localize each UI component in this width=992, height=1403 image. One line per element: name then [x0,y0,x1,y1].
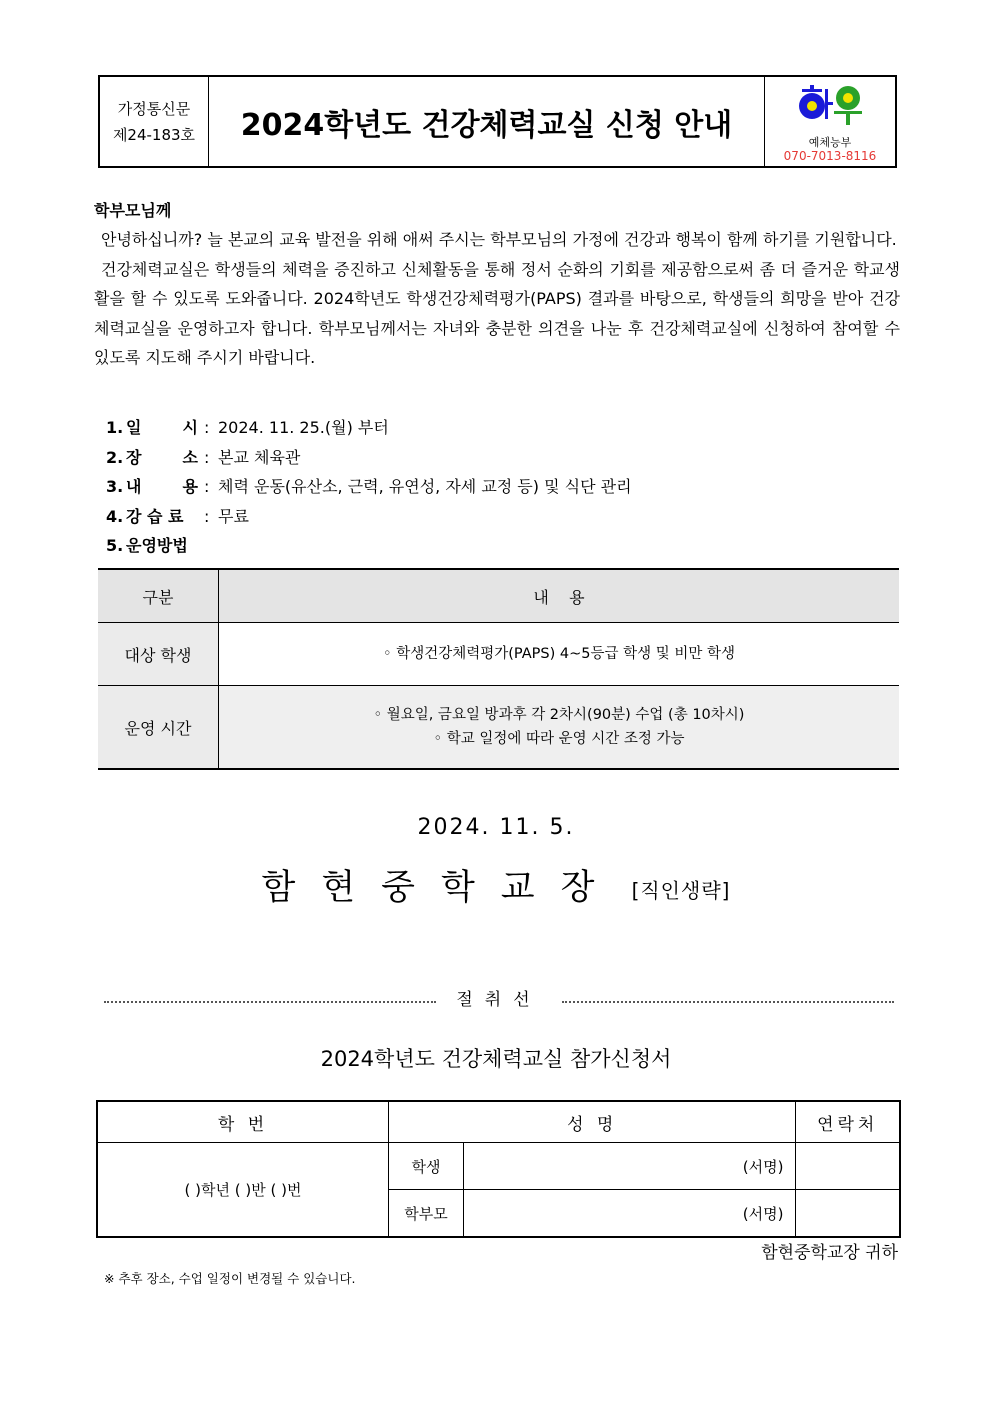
phone-number: 070-7013-8116 [783,149,877,163]
paragraph-2 [94,255,900,373]
info-item-operation [106,531,632,561]
info-list [106,413,632,561]
item-label: 일 시 [126,418,198,437]
row-category: 운영 시간 [98,686,219,770]
row-category: 대상 학생 [98,623,219,686]
table-row [98,623,899,686]
item-number: 1. [106,418,124,437]
info-item-fee: 4. 강 습 료 : 무료 [106,502,632,532]
addressee: 함현중학교장 귀하 [761,1243,898,1263]
dotted-line-left [104,1001,436,1003]
item-label: 장 소 [126,447,198,467]
item-label: 운영방법 [126,536,188,555]
doc-number: 제24-183호 [112,125,196,144]
school-logo [798,84,862,126]
row-content-line: ◦ 월요일, 금요일 방과후 각 2차시(90분) 수업 (총 10차시) [373,707,745,723]
parent-contact-field[interactable] [796,1190,900,1238]
header-student-id: 학 번 [97,1101,389,1143]
info-item-place: 2. 장 소 : 본교 체육관 [106,443,632,473]
form-title: 2024학년도 건강체력교실 참가신청서 [320,1047,672,1071]
table-header-row [98,569,899,623]
table-header-content: 내 용 [219,569,900,623]
item-label: 강 습 료 [126,506,184,526]
doc-type: 가정통신문 [117,99,191,118]
item-value: 2024. 11. 25.(월) 부터 [218,418,389,437]
letter-body [94,197,900,373]
item-value: 무료 [218,506,249,526]
row-content: ◦ 학생건강체력평가(PAPS) 4~5등급 학생 및 비만 학생 [219,623,900,686]
header-name: 성 명 [389,1101,796,1143]
parent-sign-field[interactable]: (서명) [464,1190,796,1238]
paragraph-1 [94,225,900,255]
doc-info [100,77,209,166]
role-label: 학생 [389,1143,464,1190]
seal-note: [직인생략] [631,878,731,903]
page-title: 2024학년도 건강체력교실 신청 안내 [240,107,733,143]
application-form-table [96,1100,901,1238]
item-number: 5. [106,536,124,555]
student-contact-field[interactable] [796,1143,900,1190]
item-number: 3. [106,477,124,496]
info-item-content: 3. 내 용 : 체력 운동(유산소, 근력, 유연성, 자세 교정 등) 및 식단 관리 [106,472,632,502]
info-item-date: 1. 일 시 : 2024. 11. 25.(월) 부터 [106,413,632,443]
issue-date: 2024. 11. 5. [417,815,575,840]
student-sign-field[interactable]: (서명) [464,1143,796,1190]
row-content [219,686,900,770]
row-content-line: ◦ 학교 일정에 따라 운영 시간 조정 가능 [433,731,685,747]
document-header [98,75,897,168]
paragraph-1-text: 안녕하십니까? 늘 본교의 교육 발전을 위해 애써 주시는 학부모님의 가정에 건강과 행복이 함께 하기를 기원합니다. [101,230,897,249]
footnote: ※ 추후 장소, 수업 일정이 변경될 수 있습니다. [104,1271,356,1286]
item-value: 체력 운동(유산소, 근력, 유연성, 자세 교정 등) 및 식단 관리 [218,477,632,496]
cut-line [104,985,894,1010]
item-label: 내 용 [126,477,198,496]
item-value: 본교 체육관 [218,447,301,467]
principal-signature [0,860,992,910]
role-label: 학부모 [389,1190,464,1238]
form-row-student [97,1143,900,1190]
table-row [98,686,899,770]
principal-name: 함현중학교장 [261,868,621,908]
department: 예체능부 [808,136,852,149]
cut-label: 절취선 [456,990,542,1010]
operation-table [98,568,899,770]
school-logo-box [764,77,895,166]
salutation: 학부모님께 [94,201,172,220]
item-number: 4. [106,506,124,526]
item-number: 2. [106,447,124,467]
paragraph-2-text: 건강체력교실은 학생들의 체력을 증진하고 신체활동을 통해 정서 순화의 기회를 제공함으로써 좀 더 즐거운 학교생활을 할 수 있도록 도와줍니다. 2024학년도 학생건강체력평가(PAPS) 결과를 바탕으로, 학생들의 희망을 받아 건강체력교실을 운영하고자 합니다. 학부모님께서는 자녀와 충분한 의견을 나눈 후 건강체력교실에 신청하여 참여할 수 있도록 지도해 주시기 바랍니다. [94,259,900,367]
class-field[interactable]: ( )학년 ( )반 ( )번 [97,1143,389,1238]
table-header-category: 구분 [98,569,219,623]
dotted-line-right [562,1001,894,1003]
header-contact: 연락처 [796,1101,900,1143]
form-header-row [97,1101,900,1143]
